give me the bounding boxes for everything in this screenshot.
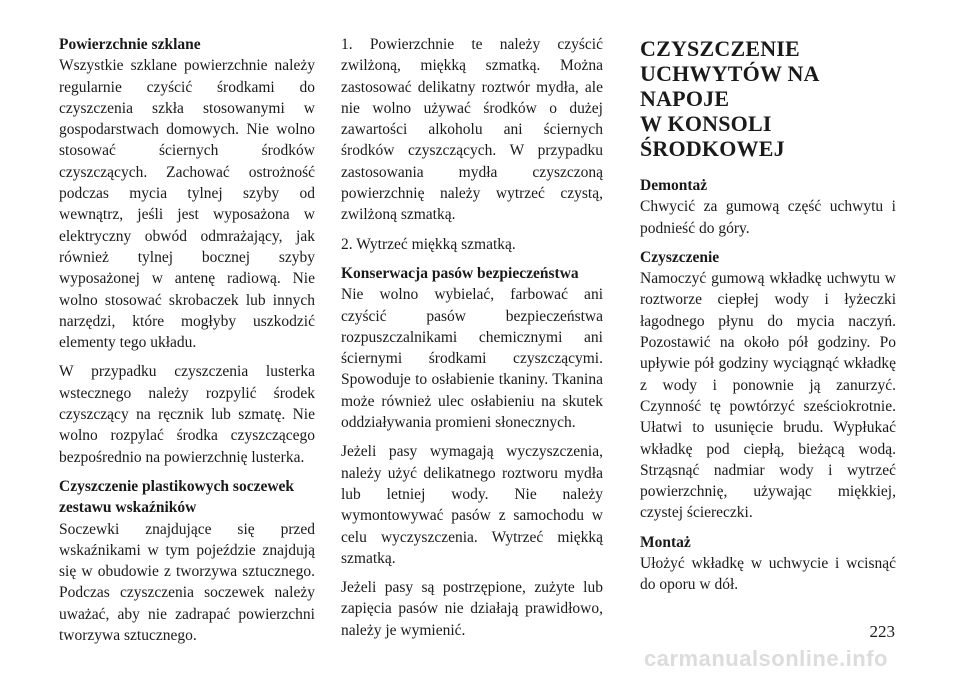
step-1-text: 1. Powierzchnie te należy czyścić zwilżoną, miękką szmatką. Można zastosować delikatny roztwór mydła, ale nie wolno używać środków o dużej zawartości alkoholu ani ściernych środków czyszczących. W przypadku zastosowania mydła czyszczoną powierzchnię należy wytrzeć czystą, zwilżoną szmatką.: [341, 36, 603, 224]
right-column: [640, 34, 896, 604]
seat-belt-cleaning-text: Jeżeli pasy wymagają wyczyszczenia, należy użyć delikatnego roztworu mydła lub letniej wody. Nie należy wymontowywać pasów z samochodu w celu wyczyszczenia. Wytrzeć miękką szmatką.: [341, 443, 603, 567]
glass-surfaces-text: Wszystkie szklane powierzchnie należy regularnie czyścić środkami do czyszczenia szkła stosowanymi w gospodarstwach domowych. Nie wolno stosować ściernych środków czyszczących. Zachować ostrożność podczas mycia tylnej szyby od wewnątrz, jeśli jest wyposażona w elektryczny obwód odmrażający, jak również tylnej bocznej szyby wyposażonej w antenę radiową. Nie wolno stosować skrobaczek lub innych narzędzi, które mogłyby uszkodzić elementy tego układu.: [59, 57, 315, 352]
lens-cleaning-heading: [59, 476, 315, 519]
removal-text: Chwycić za gumową część uchwytu i podnieść do góry.: [640, 198, 896, 237]
watermark: carmanualsonline.info: [644, 646, 888, 671]
section-title-line-2: UCHWYTÓW NA NAPOJE: [640, 61, 819, 111]
left-column: [59, 34, 315, 654]
middle-column: [341, 34, 603, 649]
cleaning-heading: Czyszczenie: [640, 248, 720, 266]
seat-belt-maintenance-heading: Konserwacja pasów bezpieczeństwa: [341, 264, 579, 282]
lens-cleaning-text: Soczewki znajdujące się przed wskaźnikami w tym pojeździe znajdują się w obudowie z tworzywa sztucznego. Podczas czyszczenia soczewek należy uważać, aby nie zadrapać powierzchni tworzywa sztucznego.: [59, 520, 315, 645]
lens-heading-line-1: Czyszczenie plastikowych soczewek: [59, 477, 295, 495]
page-number: 223: [869, 622, 895, 641]
installation-heading: Montaż: [640, 533, 691, 551]
cleaning-text: Namoczyć gumową wkładkę uchwytu w roztworze ciepłej wody i łyżeczki łagodnego płynu do mycia naczyń. Pozostawić na około pół godziny. Po upływie pół godziny wyciągnąć wkładkę z wody i ponownie ją zanurzyć. Czynność tę powtórzyć sześciokrotnie. Ułatwi to usunięcie brudu. Wypłukać wkładkę pod ciepłą, bieżącą wodą. Strząsnąć nadmiar wody i wytrzeć powierzchnię, używając miękkiej, czystej ściereczki.: [640, 270, 896, 522]
section-title: [640, 36, 896, 161]
lens-heading-line-2: zestawu wskaźników: [59, 499, 197, 517]
mirror-cleaning-text: W przypadku czyszczenia lusterka wstecznego należy rozpylić środek czyszczący na ręcznik lub szmatę. Nie wolno rozpylać środka czyszczącego bezpośrednio na powierzchnię lusterka.: [59, 363, 315, 466]
removal-heading: Demontaż: [640, 177, 708, 194]
glass-surfaces-heading: Powierzchnie szklane: [59, 36, 201, 53]
section-title-line-3: W KONSOLI ŚRODKOWEJ: [640, 111, 785, 161]
seat-belt-replacement-text: Jeżeli pasy są postrzępione, zużyte lub zapięcia pasów nie działają prawidłowo, należy je wymienić.: [341, 579, 603, 639]
seat-belt-maintenance-text: Nie wolno wybielać, farbować ani czyścić pasów bezpieczeństwa rozpuszczalnikami chemicznymi ani ściernymi środkami czyszczącymi. Spowoduje to osłabienie tkaniny. Tkanina może również ulec osłabieniu na skutek oddziaływania promieni słonecznych.: [341, 286, 603, 432]
step-2-text: 2. Wytrzeć miękką szmatką.: [341, 235, 516, 253]
installation-text: Ułożyć wkładkę w uchwycie i wcisnąć do oporu w dół.: [640, 555, 896, 594]
section-title-line-1: CZYSZCZENIE: [640, 36, 800, 61]
